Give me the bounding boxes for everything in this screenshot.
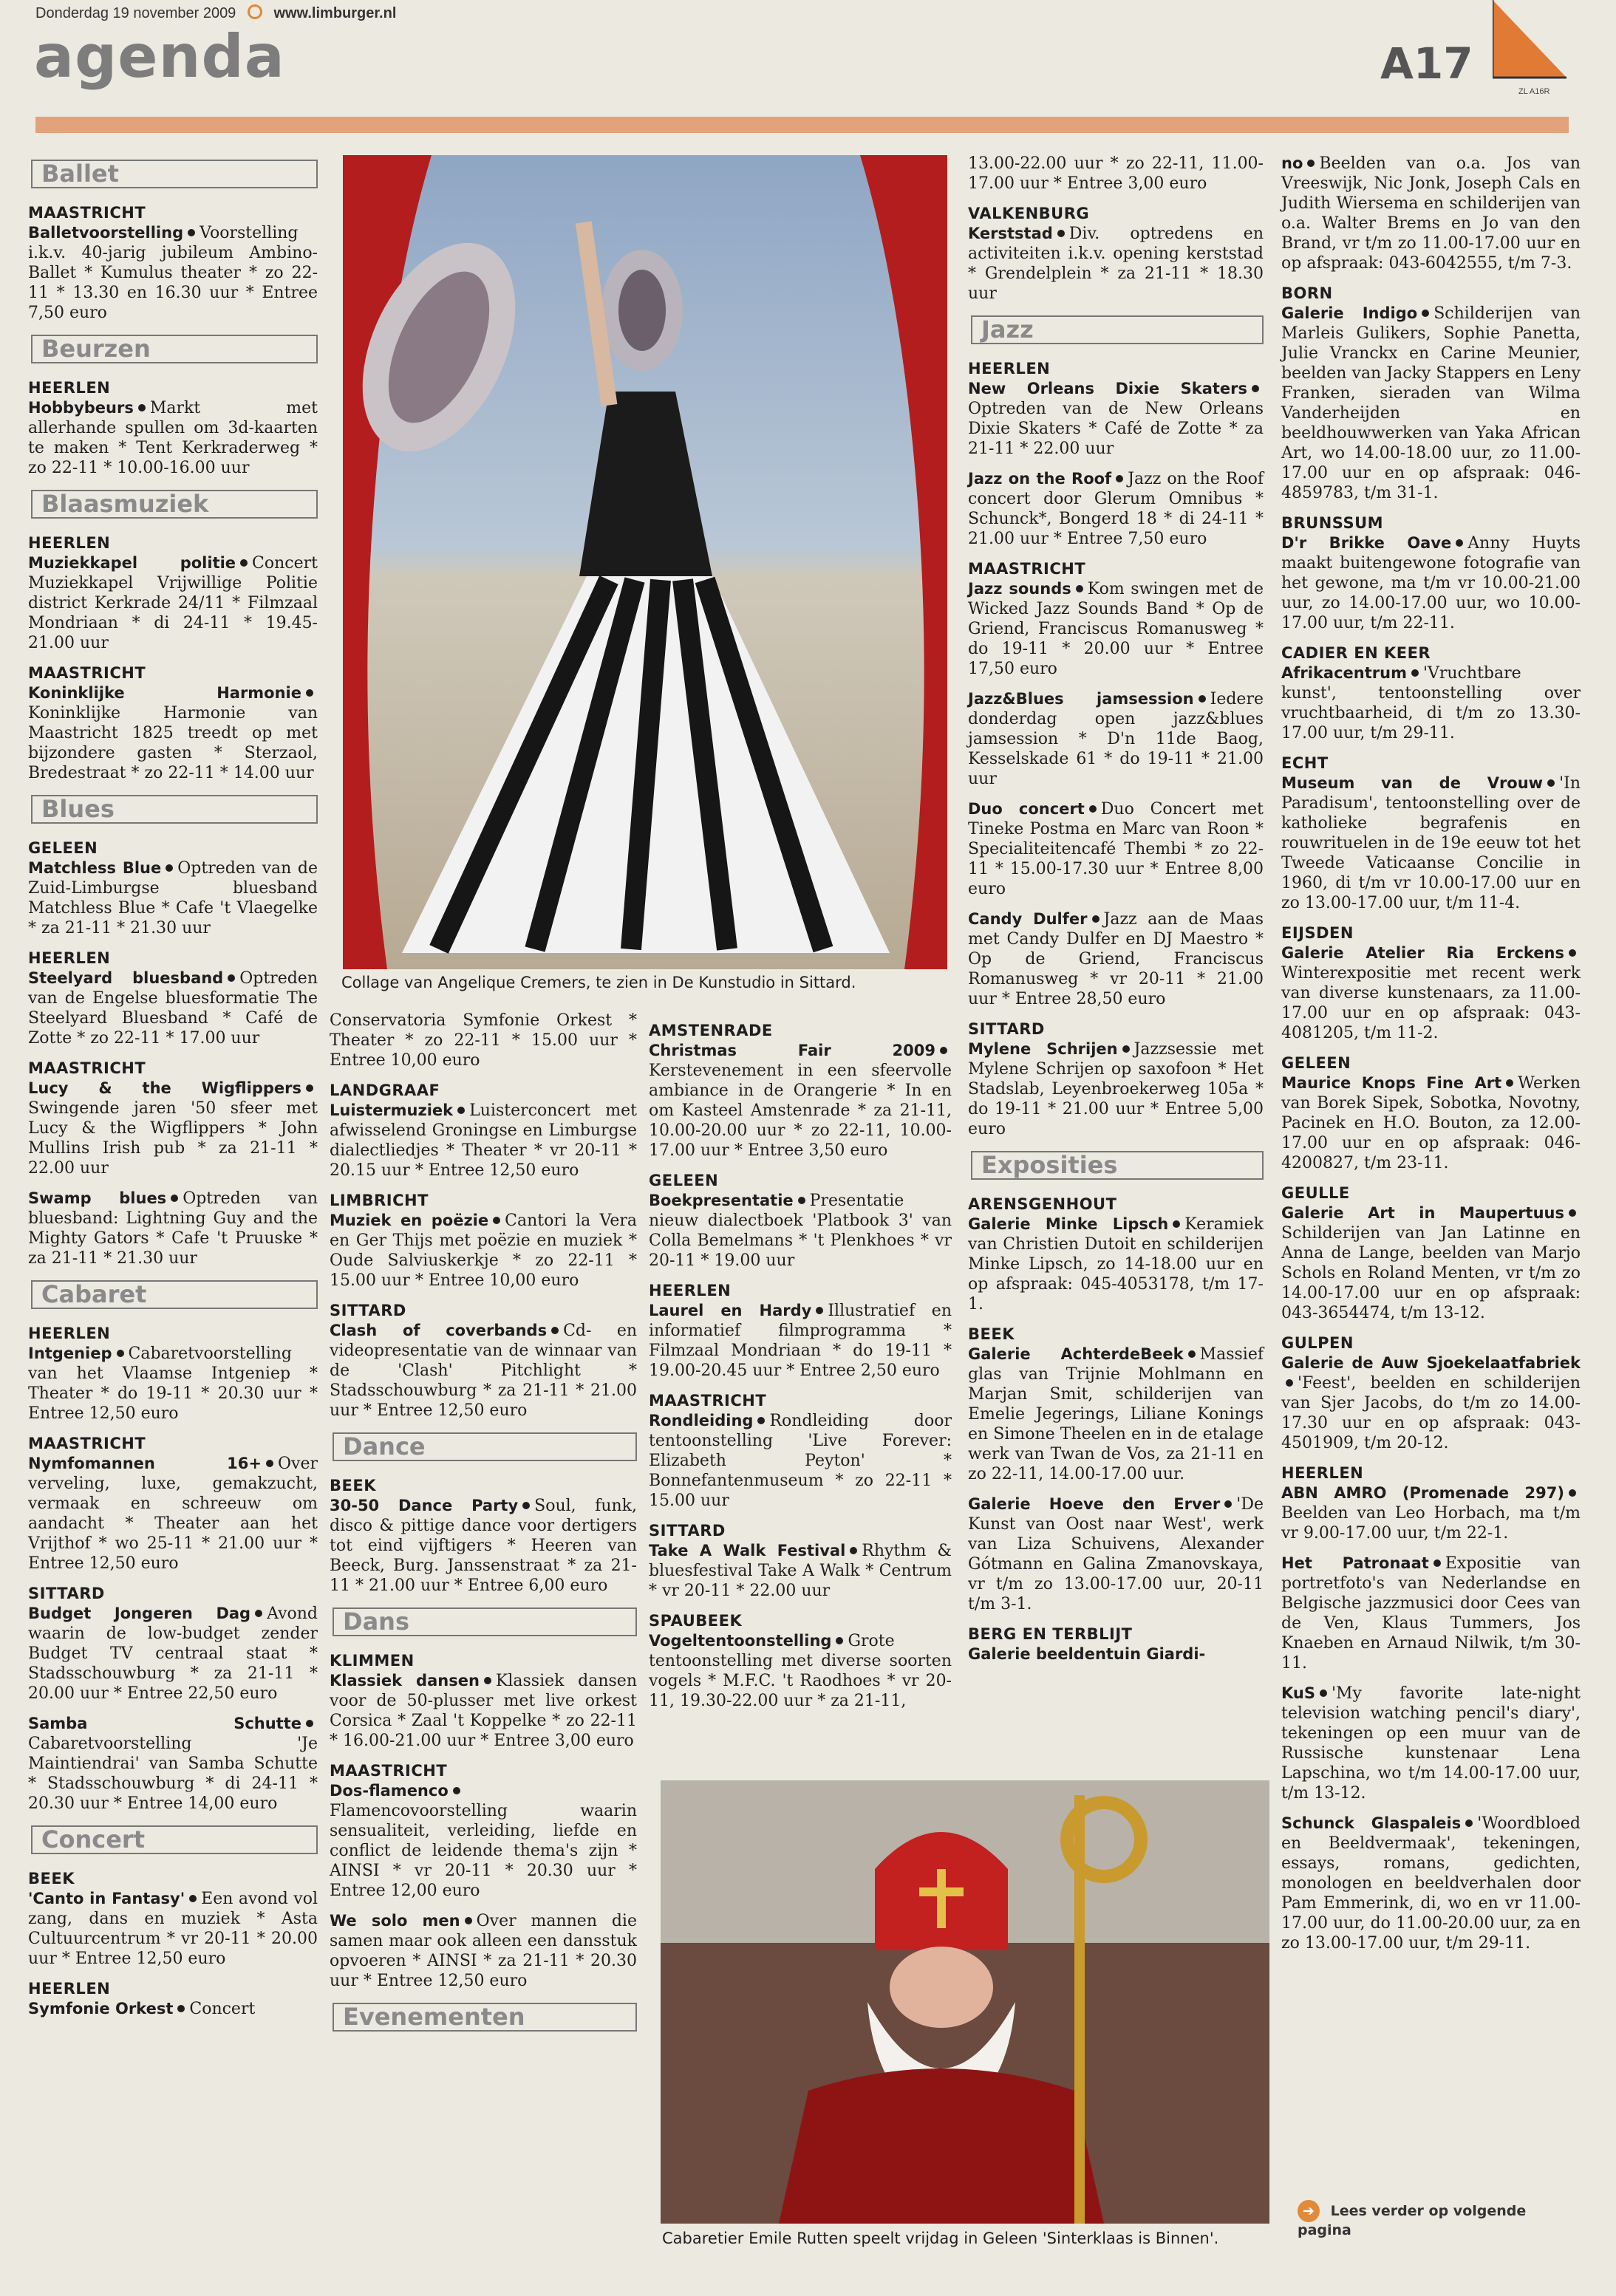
entry-text: Jazzsessie met Mylene Schrijen op saxofoon * Het Stadslab, Leyenbroekerweg 105a * do 19-11 * 21.00 uur * Entree 5,00 euro: [968, 1040, 1264, 1138]
entry-title: Galerie Atelier Ria Erckens: [1281, 944, 1564, 962]
entry-title: Kerststad: [968, 225, 1053, 242]
agenda-entry: [968, 1214, 1264, 1314]
entry-title: Jazz on the Roof: [968, 470, 1112, 488]
category-heading: Blues: [31, 795, 318, 824]
agenda-entry: [1281, 1483, 1581, 1543]
bullet-icon: [1057, 230, 1065, 237]
entry-text: Klassiek dansen voor de 50-plusser met live orkest Corsica * Zaal 't Koppelke * zo 22-11 * 16.00-21.00 uur * Entree 3,00 euro: [330, 1672, 637, 1750]
entry-text: Jazz on the Roof concert door Glerum Omnibus * Schunck*, Bongerd 18 * di 24-11 * 21.00 uur * Entree 7,50 euro: [968, 470, 1264, 548]
agenda-entry: [330, 1496, 637, 1596]
entry-title: Balletvoorstelling: [28, 224, 184, 242]
town-heading: HEERLEN: [28, 1325, 111, 1342]
entry-title: We solo men: [330, 1912, 460, 1930]
circle-icon: [248, 4, 262, 19]
entry-title: Rondleiding: [649, 1412, 754, 1429]
column-3: [330, 1011, 637, 2046]
bullet-icon: [457, 1107, 465, 1114]
header-rule: [35, 117, 1569, 133]
agenda-entry: [330, 1211, 637, 1291]
entry-text: Over mannen die samen maar ook alleen een dansstuk opvoeren * AINSI * za 21-11 * 20.30 uur * Entree 12,50 euro: [330, 1912, 637, 1990]
entry-text: Luisterconcert met afwisselend Groningse en Limburgse dialectliedjes * Theater * vr 20-11 * 20.15 uur * Entree 12,50 euro: [330, 1101, 637, 1180]
bullet-icon: [1199, 695, 1206, 703]
category-heading: Exposities: [971, 1151, 1264, 1180]
category-heading: Concert: [31, 1825, 318, 1854]
entry-title: ABN AMRO (Promenade 297): [1281, 1484, 1564, 1502]
bullet-icon: [1422, 310, 1429, 317]
entry-text: Rondleiding door tentoonstelling 'Live Forever: Elizabeth Peyton' * Bonnefantenmuseum * zo 22-11 * 15.00 uur: [649, 1412, 952, 1510]
agenda-entry: [968, 909, 1264, 1009]
agenda-entry: [28, 1604, 318, 1704]
town-heading: CADIER EN KEER: [1281, 644, 1431, 662]
entry-text: Soul, funk, disco & pittige dance voor dertigers tot eind vijftigers * Heeren van Beeck, Burg. Janssenstraat * za 21-11 * 21.00 uur * Entree 6,00 euro: [330, 1497, 637, 1595]
entry-text: Optreden van de New Orleans Dixie Skaters * Café de Zotte * za 21-11 * 22.00 uur: [968, 400, 1264, 458]
agenda-entry: [1281, 663, 1581, 743]
agenda-entry: [1281, 943, 1581, 1043]
agenda-entry: [330, 1671, 637, 1751]
agenda-entry: [28, 1714, 318, 1814]
town-heading: SITTARD: [330, 1302, 406, 1319]
bullet-icon: [189, 1895, 197, 1902]
entry-text: Concert Muziekkapel Vrijwillige Politie district Kerkrade 24/11 * Filmzaal Mondriaan * di 24-11 * 19.45-21.00 uur: [28, 554, 318, 652]
bullet-icon: [1547, 779, 1555, 787]
entry-text: 'Feest', beelden en schilderijen van Sjer Jacobs, do t/m zo 14.00-17.30 uur en op afspraak: 043-4501909, t/m 20-12.: [1281, 1374, 1581, 1452]
sinterklaas-photo: [661, 1780, 1269, 2224]
agenda-entry: [330, 1781, 637, 1901]
bullet-icon: [138, 404, 146, 411]
agenda-entry: [968, 1039, 1264, 1139]
column-6: [1281, 154, 1581, 1964]
town-heading: EIJSDEN: [1281, 924, 1354, 942]
entry-text: Beelden van o.a. Jos van Vreeswijk, Nic Jonk, Joseph Cals en Judith Wiersema en schilderijen van o.a. Walter Brems en Jo van den Brand, vr t/m zo 11.00-17.00 uur en op afspraak: 043-6042555, t/m 7-3.: [1281, 154, 1581, 273]
town-heading: HEERLEN: [968, 360, 1051, 377]
agenda-entry: [968, 689, 1264, 789]
agenda-entry: [968, 1644, 1264, 1664]
entry-title: Candy Dulfer: [968, 910, 1088, 928]
entry-text: Schilderijen van Jan Latinne en Anna de Lange, beelden van Marjo Schols en Roland Menten, vr t/m zo 14.00-17.00 uur en op afspraak: 043-3654474, t/m 13-12.: [1281, 1224, 1581, 1322]
agenda-entry: [330, 1101, 637, 1181]
bullet-icon: [1173, 1220, 1180, 1228]
entry-text: Cantori la Vera en Ger Thijs met poëzie en muziek * Oude Salviuskerkje * zo 22-11 * 15.00 uur * Entree 10,00 euro: [330, 1212, 637, 1290]
bullet-icon: [1252, 385, 1259, 392]
bullet-icon: [551, 1327, 559, 1334]
entry-text: Avond waarin de low-budget zender Budget TV centraal staat * Stadsschouwburg * za 21-11 * 20.00 uur * Entree 22,50 euro: [28, 1605, 318, 1703]
bullet-icon: [940, 1047, 947, 1054]
town-heading: BRUNSSUM: [1281, 514, 1384, 532]
bullet-icon: [1122, 1045, 1130, 1053]
sinterklaas-illustration: [661, 1780, 1269, 2224]
collage-illustration: [343, 155, 947, 969]
agenda-entry: [968, 379, 1264, 459]
bullet-icon: [1188, 1350, 1196, 1358]
agenda-entry: [968, 154, 1264, 194]
bullet-icon: [1076, 585, 1083, 592]
column-1: [28, 148, 318, 2029]
agenda-entry: [28, 683, 318, 783]
entry-text: Presentatie nieuw dialectboek 'Platbook 3' van Colla Bemelmans * 't Plenkhoes * vr 20-11 * 19.00 uur: [649, 1192, 952, 1270]
bullet-icon: [166, 864, 173, 872]
entry-text: 'Woordbloed en Beeldvermaak', tekeningen, essays, romans, gedichten, monologen en beeldverhalen door Pam Emmerink, di, wo en vr 11.00-17.00 uur, do 11.00-20.00 uur, za en zo 13.00-17.00 uur, t/m 29-11.: [1281, 1814, 1581, 1952]
agenda-entry: [28, 1189, 318, 1268]
agenda-entry: [1281, 1814, 1581, 1953]
bullet-icon: [1089, 805, 1097, 813]
masthead-meta: [35, 4, 396, 22]
entry-text: Een avond vol zang, dans en muziek * Asta Cultuurcentrum * vr 20-11 * 20.00 uur * Entree 12,50 euro: [28, 1890, 318, 1968]
entry-title: Intgeniep: [28, 1345, 112, 1362]
entry-title: Koninklijke Harmonie: [28, 684, 301, 702]
bullet-icon: [1569, 1489, 1576, 1497]
agenda-entry: [1281, 1203, 1581, 1323]
bullet-icon: [1286, 1379, 1293, 1387]
town-heading: VALKENBURG: [968, 205, 1090, 222]
bullet-icon: [306, 689, 313, 697]
bullet-icon: [1411, 669, 1419, 677]
continue-text: Lees verder op volgende pagina: [1298, 2203, 1527, 2238]
bullet-icon: [266, 1460, 273, 1467]
entry-text: Optreden van bluesband: Lightning Guy and the Mighty Gators * Cafe 't Pruuske * za 21-11 * 21.30 uur: [28, 1189, 318, 1268]
category-heading: Ballet: [31, 160, 318, 188]
column-5: [968, 154, 1264, 1675]
agenda-entry: [1281, 154, 1581, 273]
bullet-icon: [1569, 1209, 1576, 1217]
entry-text: Duo Concert met Tineke Postma en Marc van Roon * Specialiteitencafé Thembi * zo 22-11 * 15.00-17.30 uur * Entree 8,00 euro: [968, 800, 1264, 898]
agenda-entry: [968, 1345, 1264, 1484]
agenda-entry: [28, 1999, 318, 2019]
town-heading: SITTARD: [649, 1522, 726, 1540]
town-heading: MAASTRICHT: [28, 1059, 146, 1077]
town-heading: GEULLE: [1281, 1184, 1350, 1202]
agenda-entry: [28, 1079, 318, 1178]
arrow-icon: ➔: [1298, 2200, 1320, 2222]
entry-title: Muziekkapel politie: [28, 554, 236, 572]
entry-text: Kerstevenement in een sfeervolle ambiance in de Orangerie * In en om Kasteel Amstenrade * za 21-11, 10.00-20.00 uur * zo 22-11, 10.00-17.00 uur * Entree 3,50 euro: [649, 1062, 952, 1160]
town-heading: HEERLEN: [28, 1980, 111, 1998]
bullet-icon: [240, 559, 248, 567]
agenda-entry: [649, 1301, 952, 1381]
agenda-entry: [1281, 1554, 1581, 1673]
entry-title: Duo concert: [968, 800, 1085, 818]
bullet-icon: [188, 229, 195, 236]
agenda-entry: [330, 1321, 637, 1421]
entry-text: Div. optredens en activiteiten i.k.v. opening kerststad * Grendelplein * za 21-11 * 18.30 uur: [968, 225, 1264, 303]
bullet-icon: [1092, 915, 1100, 923]
agenda-entry: [649, 1631, 952, 1711]
town-heading: SITTARD: [28, 1585, 105, 1602]
entry-title: Steelyard bluesband: [28, 969, 224, 987]
bullet-icon: [171, 1195, 178, 1202]
town-heading: GELEEN: [1281, 1054, 1351, 1072]
bullet-icon: [484, 1677, 491, 1684]
entry-title: Clash of coverbands: [330, 1322, 548, 1339]
town-heading: MAASTRICHT: [968, 560, 1086, 578]
entry-title: Galerie Hoeve den Erver: [968, 1495, 1221, 1513]
column-4: [649, 1011, 952, 1721]
bullet-icon: [1456, 539, 1463, 547]
category-heading: Dans: [333, 1607, 637, 1636]
bullet-icon: [493, 1217, 500, 1224]
bullet-icon: [453, 1787, 460, 1794]
entry-text: 13.00-22.00 uur * zo 22-11, 11.00-17.00 uur * Entree 3,00 euro: [968, 154, 1264, 193]
town-heading: KLIMMEN: [330, 1652, 415, 1670]
agenda-entry: [1281, 304, 1581, 503]
entry-title: Jazz sounds: [968, 580, 1071, 598]
bullet-icon: [306, 1720, 313, 1727]
town-heading: GELEEN: [28, 839, 98, 857]
entry-text: Anny Huyts maakt buitengewone fotografie van het gewone, ma t/m vr 10.00-21.00 uur, zo 14.00-17.00 uur, wo 10.00-17.00 uur, t/m 22-11.: [1281, 534, 1581, 632]
town-heading: BERG EN TERBLIJT: [968, 1625, 1133, 1643]
bullet-icon: [1320, 1689, 1327, 1697]
town-heading: GULPEN: [1281, 1334, 1354, 1352]
entry-title: Het Patronaat: [1281, 1554, 1429, 1572]
agenda-entry: [28, 398, 318, 478]
town-heading: HEERLEN: [1281, 1464, 1364, 1482]
agenda-entry: [968, 579, 1264, 679]
entry-text: Concert: [189, 2000, 256, 2018]
entry-title: Galerie de Auw Sjoekelaatfabriek: [1281, 1354, 1581, 1372]
entry-title: Christmas Fair 2009: [649, 1042, 935, 1059]
category-heading: Cabaret: [31, 1280, 318, 1309]
town-heading: HEERLEN: [28, 379, 111, 397]
entry-title: Afrikacentrum: [1281, 664, 1407, 682]
agenda-entry: [968, 1494, 1264, 1614]
entry-title: 30-50 Dance Party: [330, 1497, 519, 1514]
agenda-entry: [968, 224, 1264, 304]
collage-photo: [343, 155, 947, 969]
entry-title: Museum van de Vrouw: [1281, 774, 1544, 792]
entry-text: Schilderijen van Marleis Gulikers, Sophie Panetta, Julie Vranckx en Carine Meunier, beelden van Jacky Stappers en Leny Franken, sieraden van Wilma Vanderheijden en beeldhouwwerken van Yaka African Art, wo 14.00-18.00 uur, zo 11.00-17.00 uur en op afspraak: 046-4859783, t/m 31-1.: [1281, 304, 1581, 502]
entry-title: KuS: [1281, 1684, 1315, 1702]
town-heading: HEERLEN: [28, 534, 111, 552]
bullet-icon: [228, 974, 235, 982]
entry-text: 'De Kunst van Oost naar West', werk van Liza Schuivens, Alexander Gótmann en Galina Zmanovskaya, vr t/m zo 13.00-17.00 uur, 20-11 t/m 3-1.: [968, 1495, 1264, 1613]
agenda-entry: [1281, 773, 1581, 913]
town-heading: ARENSGENHOUT: [968, 1195, 1117, 1213]
agenda-entry: [28, 1344, 318, 1424]
site-url[interactable]: www.limburger.nl: [273, 5, 397, 21]
bullet-icon: [1224, 1500, 1232, 1508]
entry-text: Werken van Borek Sipek, Sobotka, Novotny, Pacinek en H.O. Bouton, za 12.00-17.00 uur en op afspraak: 046-4200827, t/m 23-11.: [1281, 1074, 1581, 1172]
town-heading: MAASTRICHT: [28, 1435, 146, 1452]
agenda-entry: [649, 1191, 952, 1271]
town-heading: ECHT: [1281, 754, 1329, 772]
town-heading: SPAUBEEK: [649, 1612, 743, 1630]
town-heading: LIMBRICHT: [330, 1192, 429, 1209]
bullet-icon: [1307, 160, 1315, 167]
agenda-entry: [1281, 1684, 1581, 1803]
entry-title: Swamp blues: [28, 1189, 167, 1207]
entry-title: Mylene Schrijen: [968, 1040, 1118, 1058]
entry-text: Over verveling, luxe, gemakzucht, vermaak en schreeuw om aandacht * Theater aan het Vrijthof * wo 25-11 * 21.00 uur * Entree 12,50 euro: [28, 1455, 318, 1573]
entry-title: Maurice Knops Fine Art: [1281, 1074, 1502, 1092]
bullet-icon: [1569, 949, 1576, 957]
bullet-icon: [1116, 475, 1123, 482]
entry-title: Take A Walk Festival: [649, 1542, 846, 1559]
entry-title: Galerie AchterdeBeek: [968, 1345, 1184, 1363]
entry-title: Symfonie Orkest: [28, 2000, 174, 2017]
page-corner-icon: [1493, 0, 1566, 96]
agenda-entry: [649, 1411, 952, 1511]
entry-title: Lucy & the Wigflippers: [28, 1079, 301, 1097]
entry-text: Keramiek van Christien Dutoit en schilderijen Minke Lipsch, zo 14-18.00 uur en op afspraak: 045-4053178, t/m 17-1.: [968, 1215, 1264, 1313]
agenda-entry: [968, 799, 1264, 899]
town-heading: BEEK: [330, 1477, 376, 1494]
entry-title: D'r Brikke Oave: [1281, 534, 1452, 552]
agenda-entry: [649, 1041, 952, 1161]
entry-text: Expositie van portretfoto's van Nederlandse en Belgische jazzmusici door Cees van de Ven, Klaus Tummers, Jos Knaeben en Arnaud Nilwik, t/m 30-11.: [1281, 1554, 1581, 1673]
bullet-icon: [798, 1197, 805, 1204]
entry-text: Voorstelling i.k.v. 40-jarig jubileum Ambino-Ballet * Kumulus theater * zo 22-11 * 13.30 en 16.30 uur * Entree 7,50 euro: [28, 224, 318, 322]
town-heading: MAASTRICHT: [28, 204, 146, 222]
agenda-entry: [1281, 1073, 1581, 1173]
page-number: A17: [1380, 38, 1473, 89]
town-heading: HEERLEN: [28, 949, 111, 967]
entry-text: Jazz aan de Maas met Candy Dulfer en DJ Maestro * Op de Griend, Franciscus Romanusweg * vr 20-11 * 21.00 uur * Entree 28,50 euro: [968, 910, 1264, 1008]
town-heading: MAASTRICHT: [649, 1392, 767, 1410]
category-heading: Blaasmuziek: [31, 490, 318, 519]
bullet-icon: [177, 2005, 185, 2012]
entry-title: Muziek en poëzie: [330, 1212, 489, 1229]
entry-title: no: [1281, 154, 1303, 172]
town-heading: MAASTRICHT: [330, 1762, 448, 1780]
agenda-entry: [28, 858, 318, 938]
bullet-icon: [1465, 1820, 1473, 1827]
bullet-icon: [757, 1417, 765, 1424]
entry-title: Galerie Art in Maupertuus: [1281, 1204, 1564, 1222]
category-heading: Dance: [333, 1432, 637, 1461]
entry-text: Cabaretvoorstelling 'Je Maintiendrai' van Samba Schutte * Stadsschouwburg * di 24-11 * 20.30 uur * Entree 14,00 euro: [28, 1735, 318, 1813]
agenda-entry: [968, 469, 1264, 549]
entry-text: Kom swingen met de Wicked Jazz Sounds Band * Op de Griend, Franciscus Romanusweg * do 19-11 * 20.00 uur * Entree 17,50 euro: [968, 580, 1264, 678]
photo-caption: Collage van Angelique Cremers, te zien in De Kunstudio in Sittard.: [341, 974, 856, 991]
bullet-icon: [255, 1610, 262, 1617]
entry-text: Markt met allerhande spullen om 3d-kaarten te maken * Tent Kerkraderweg * zo 22-11 * 10.00-16.00 uur: [28, 399, 318, 477]
town-heading: HEERLEN: [649, 1282, 732, 1299]
agenda-entry: [28, 1889, 318, 1969]
entry-text: Massief glas van Trijnie Mohlmann en Marjan Smit, schilderijen van Emelie Jegerings, Liliane Konings en Simone Theelen en in de etalage werk van Twan de Vos, za 21-11 en zo 22-11, 14.00-17.00 uur.: [968, 1345, 1264, 1483]
entry-title: Hobbybeurs: [28, 399, 134, 417]
bullet-icon: [465, 1917, 472, 1924]
entry-text: Iedere donderdag open jazz&blues jamsession * D'n 11de Baog, Kesselskade 61 * do 19-11 * 21.00 uur: [968, 690, 1264, 788]
town-heading: SITTARD: [968, 1020, 1045, 1038]
town-heading: BORN: [1281, 284, 1333, 302]
bullet-icon: [1506, 1079, 1513, 1087]
entry-text: Beelden van Leo Horbach, ma t/m vr 9.00-17.00 uur, t/m 22-1.: [1281, 1504, 1581, 1542]
bullet-icon: [306, 1084, 313, 1092]
category-heading: Beurzen: [31, 335, 318, 363]
category-heading: Jazz: [971, 315, 1264, 344]
entry-title: Galerie Minke Lipsch: [968, 1215, 1169, 1233]
entry-title: Jazz&Blues jamsession: [968, 690, 1194, 708]
agenda-entry: [649, 1541, 952, 1601]
entry-title: Laurel en Hardy: [649, 1302, 812, 1319]
entry-text: Conservatoria Symfonie Orkest * Theater * zo 22-11 * 15.00 uur * Entree 10,00 euro: [330, 1011, 637, 1070]
entry-title: Boekpresentatie: [649, 1192, 794, 1209]
town-heading: GELEEN: [649, 1172, 719, 1189]
town-heading: AMSTENRADE: [649, 1022, 773, 1039]
entry-title: Klassiek dansen: [330, 1672, 480, 1689]
bullet-icon: [522, 1502, 530, 1509]
town-heading: BEEK: [968, 1325, 1015, 1343]
bullet-icon: [850, 1547, 857, 1554]
section-title: agenda: [34, 22, 285, 91]
entry-title: Vogeltentoonstelling: [649, 1632, 832, 1650]
town-heading: LANDGRAAF: [330, 1082, 440, 1099]
entry-text: Rhythm & bluesfestival Take A Walk * Centrum * vr 20-11 * 22.00 uur: [649, 1542, 952, 1600]
entry-text: Grote tentoonstelling met diverse soorten vogels * M.F.C. 't Raodhoes * vr 20-11, 19.30-22.00 uur * za 21-11,: [649, 1632, 952, 1710]
bullet-icon: [836, 1637, 843, 1644]
bullet-icon: [1433, 1559, 1441, 1567]
agenda-entry: [28, 968, 318, 1048]
agenda-entry: [28, 223, 318, 323]
entry-title: Galerie beeldentuin Giardi-: [968, 1645, 1206, 1663]
entry-text: Cabaretvoorstelling van het Vlaamse Intgeniep * Theater * do 19-11 * 20.30 uur * Entree 12,50 euro: [28, 1345, 318, 1423]
bullet-icon: [117, 1350, 124, 1357]
bullet-icon: [816, 1307, 823, 1314]
entry-text: 'Vruchtbare kunst', tentoonstelling over vruchtbaarheid, di t/m zo 13.30-17.00 uur, t/m 29-11.: [1281, 664, 1581, 742]
entry-text: Illustratief en informatief filmprogramma * Filmzaal Mondriaan * do 19-11 * 19.00-20.45 uur * Entree 2,50 euro: [649, 1302, 952, 1380]
entry-title: Samba Schutte: [28, 1715, 301, 1732]
category-heading: Evenementen: [333, 2003, 637, 2032]
entry-title: Budget Jongeren Dag: [28, 1605, 251, 1622]
agenda-entry: [330, 1911, 637, 1991]
agenda-entry: [330, 1011, 637, 1070]
agenda-entry: [28, 1454, 318, 1574]
entry-text: Cd- en videopresentatie van de winnaar van de 'Clash' Pitchlight * Stadsschouwburg * za 21-11 * 21.00 uur * Entree 12,50 euro: [330, 1322, 638, 1420]
entry-title: Dos-flamenco: [330, 1782, 449, 1800]
photo-caption-2: Cabaretier Emile Rutten speelt vrijdag in Geleen 'Sinterklaas is Binnen'.: [662, 2230, 1219, 2247]
agenda-entry: [1281, 533, 1581, 633]
issue-date: Donderdag 19 november 2009: [35, 5, 236, 21]
town-heading: MAASTRICHT: [28, 664, 146, 682]
entry-text: 'My favorite late-night television watching pencil's diary', tekeningen op een muur van de Russische kunstenaar Lena Lapschina, wo t/m 14.00-17.00 uur, t/m 13-12.: [1281, 1684, 1581, 1803]
entry-text: Swingende jaren '50 sfeer met Lucy & the Wigflippers * John Mullins Irish pub * za 21-11 * 22.00 uur: [28, 1099, 318, 1178]
corner-label: ZL A16R: [1518, 87, 1550, 96]
town-heading: BEEK: [28, 1870, 75, 1887]
entry-title: Galerie Indigo: [1281, 304, 1418, 322]
entry-text: Optreden van de Zuid-Limburgse bluesband Matchless Blue * Cafe 't Vlaegelke * za 21-11 * 21.30 uur: [28, 859, 318, 937]
entry-text: Koninklijke Harmonie van Maastricht 1825 treedt op met bijzondere gasten * Sterzaol, Bredestraat * zo 22-11 * 14.00 uur: [28, 704, 318, 782]
entry-title: New Orleans Dixie Skaters: [968, 380, 1247, 397]
entry-title: Luistermuziek: [330, 1101, 454, 1119]
agenda-entry: [1281, 1353, 1581, 1453]
continue-link[interactable]: [1298, 2200, 1578, 2238]
entry-title: 'Canto in Fantasy': [28, 1890, 185, 1907]
entry-title: Nymfomannen 16+: [28, 1455, 262, 1472]
entry-text: Winterexpositie met recent werk van diverse kunstenaars, za 11.00-17.00 uur en op afspraak: 043-4081205, t/m 11-2.: [1281, 964, 1581, 1042]
entry-text: 'In Paradisum', tentoonstelling over de katholieke begrafenis en rouwrituelen in de 19e eeuw tot het Tweede Vaticaanse Concilie in 1960, di t/m vr 10.00-17.00 uur en zo 13.00-17.00 uur, t/m 11-4.: [1281, 774, 1581, 912]
entry-text: Optreden van de Engelse bluesformatie The Steelyard Bluesband * Café de Zotte * zo 22-11 * 17.00 uur: [28, 969, 318, 1048]
entry-title: Matchless Blue: [28, 859, 162, 877]
entry-text: Flamencovoorstelling waarin sensualiteit, verleiding, liefde en conflict de leidende thema's zijn * AINSI * vr 20-11 * 20.30 uur * Entree 12,00 euro: [330, 1802, 637, 1900]
entry-title: Schunck Glaspaleis: [1281, 1814, 1462, 1832]
agenda-entry: [28, 553, 318, 653]
